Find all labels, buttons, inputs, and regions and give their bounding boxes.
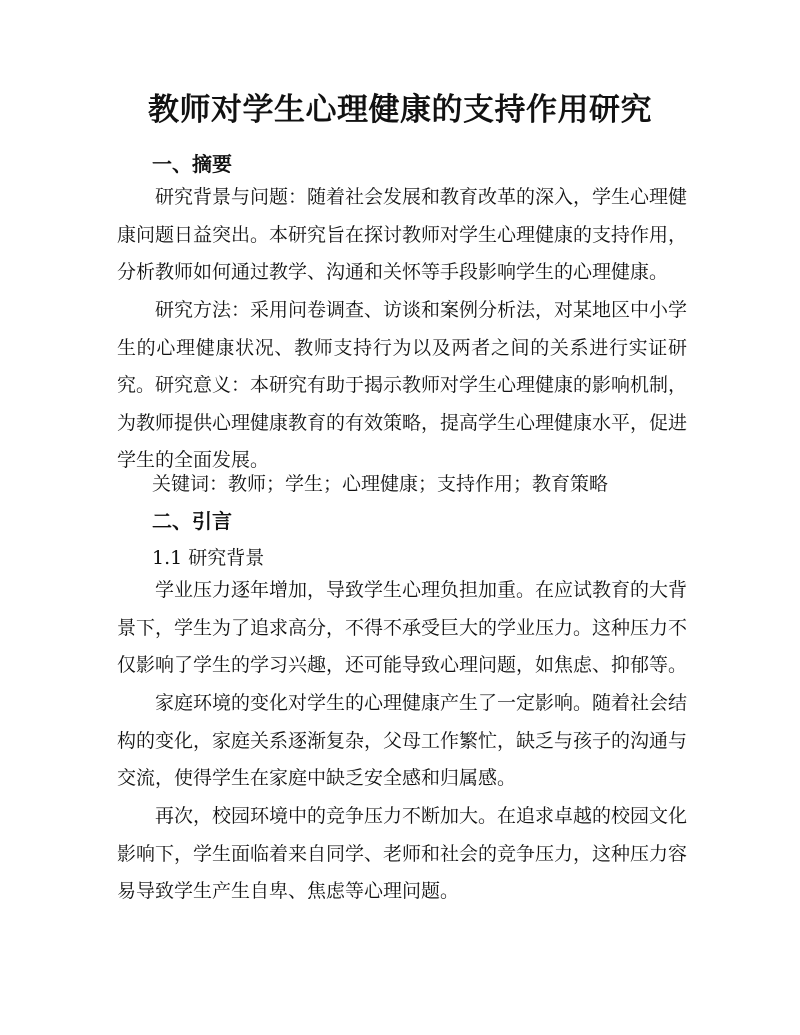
keywords-line: 关键词：教师；学生；心理健康；支持作用；教育策略 [152,473,609,495]
intro-paragraph-2: 家庭环境的变化对学生的心理健康产生了一定影响。随着社会结构的变化，家庭关系逐渐复杂，父母工作繁忙，缺乏与孩子的沟通与交流，使得学生在家庭中缺乏安全感和归属感。 [117,692,688,789]
intro-paragraph-3: 再次，校园环境中的竞争压力不断加大。在追求卓越的校园文化影响下，学生面临着来自同学、老师和社会的竞争压力，这种压力容易导致学生产生自卑、焦虑等心理问题。 [117,805,688,902]
research-background-subheading: 1.1 研究背景 [152,547,265,569]
abstract-background-paragraph: 研究背景与问题：随着社会发展和教育改革的深入，学生心理健康问题日益突出。本研究旨在探讨教师对学生心理健康的支持作用，分析教师如何通过教学、沟通和关怀等手段影响学生的心理健康。 [117,186,688,283]
abstract-methods-paragraph: 研究方法：采用问卷调查、访谈和案例分析法，对某地区中小学生的心理健康状况、教师支持行为以及两者之间的关系进行实证研究。 [117,299,688,396]
abstract-significance-paragraph: 研究意义：本研究有助于揭示教师对学生心理健康的影响机制，为教师提供心理健康教育的有效策略，提高学生心理健康水平，促进学生的全面发展。 [117,374,688,471]
introduction-heading: 二、引言 [152,509,232,533]
intro-paragraph-1: 学业压力逐年增加，导致学生心理负担加重。在应试教育的大背景下，学生为了追求高分，不得不承受巨大的学业压力。这种压力不仅影响了学生的学习兴趣，还可能导致心理问题，如焦虑、抑郁等。 [117,579,688,676]
document-title: 教师对学生心理健康的支持作用研究 [148,92,652,128]
abstract-heading: 一、摘要 [152,152,232,176]
